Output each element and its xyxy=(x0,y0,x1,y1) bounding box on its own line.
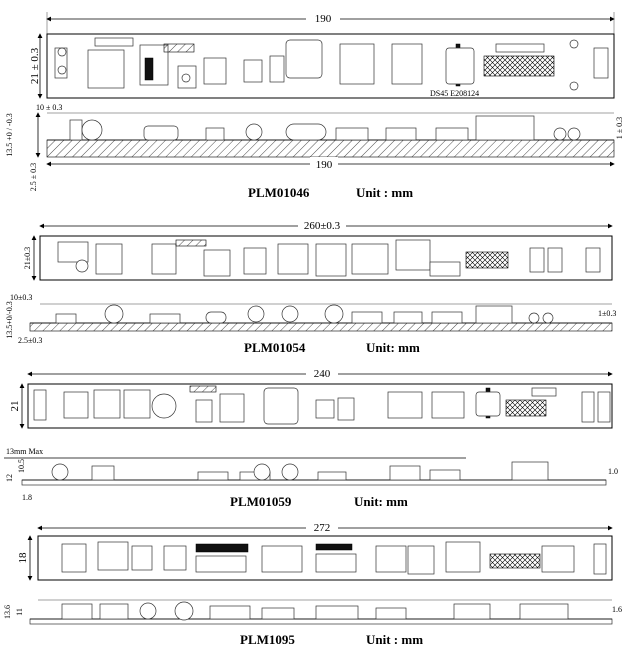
side-top-label: 10 ± 0.3 xyxy=(36,103,63,112)
top-width-dimension xyxy=(29,34,41,98)
top-width-label: 21 ± 0.3 xyxy=(29,47,41,85)
model-label: PLM01059 xyxy=(230,494,292,509)
side-height-label: 13.5 +0 / -0.3 xyxy=(5,113,14,157)
unit-label: Unit : mm xyxy=(366,632,424,647)
board-plm01059 xyxy=(4,366,618,509)
side-view xyxy=(4,447,618,502)
unit-label: Unit: mm xyxy=(354,494,408,509)
side-height-b-label: 11 xyxy=(15,608,24,616)
board-plm1095 xyxy=(3,520,622,647)
top-length-label: 190 xyxy=(314,13,332,25)
side-top-label: 10±0.3 xyxy=(10,293,33,302)
top-width-dimension xyxy=(9,384,22,428)
unit-label: Unit: mm xyxy=(366,340,420,355)
board-plm01054 xyxy=(5,218,616,355)
top-length-dimension xyxy=(38,520,612,534)
top-width-dimension xyxy=(17,536,30,580)
unit-label: Unit : mm xyxy=(356,185,414,200)
model-label: PLM01054 xyxy=(244,340,306,355)
model-label: PLM1095 xyxy=(240,632,295,647)
side-thickness-label: 2.5 ± 0.3 xyxy=(29,162,38,192)
board-plm01046 xyxy=(5,10,624,200)
top-length-label: 260±0.3 xyxy=(303,220,341,232)
board-marking: DS45 E208124 xyxy=(430,89,480,98)
side-max-label: 13mm Max xyxy=(6,447,44,456)
top-width-label: 18 xyxy=(17,552,29,564)
top-length-dimension xyxy=(40,218,612,232)
side-thickness-label: 2.5±0.3 xyxy=(18,336,43,345)
side-height-label: 13.5+0/-0.3 xyxy=(5,301,14,339)
top-length-dimension xyxy=(28,366,612,380)
side-height-a-label: 13.6 xyxy=(3,605,12,619)
top-length-dimension xyxy=(47,10,614,34)
side-right-label: 1.0 xyxy=(608,467,618,476)
side-view xyxy=(5,103,624,191)
side-view xyxy=(5,293,616,345)
side-right-label: 1 ± 0.3 xyxy=(615,116,624,140)
top-length-label: 272 xyxy=(313,522,331,534)
side-right-label: 1.6 xyxy=(612,605,622,614)
side-thickness-label: 1.8 xyxy=(22,493,32,502)
model-label: PLM01046 xyxy=(248,185,310,200)
top-width-dimension xyxy=(23,236,34,280)
top-width-label: 21 xyxy=(9,400,21,412)
side-view xyxy=(3,600,622,624)
side-height-a-label: 12 xyxy=(5,474,14,482)
top-width-label: 21±0.3 xyxy=(23,246,32,270)
side-right-label: 1±0.3 xyxy=(598,309,617,318)
side-length-label: 190 xyxy=(315,159,333,171)
top-length-label: 240 xyxy=(313,368,331,380)
side-height-b-label: 10.5 xyxy=(17,459,26,473)
